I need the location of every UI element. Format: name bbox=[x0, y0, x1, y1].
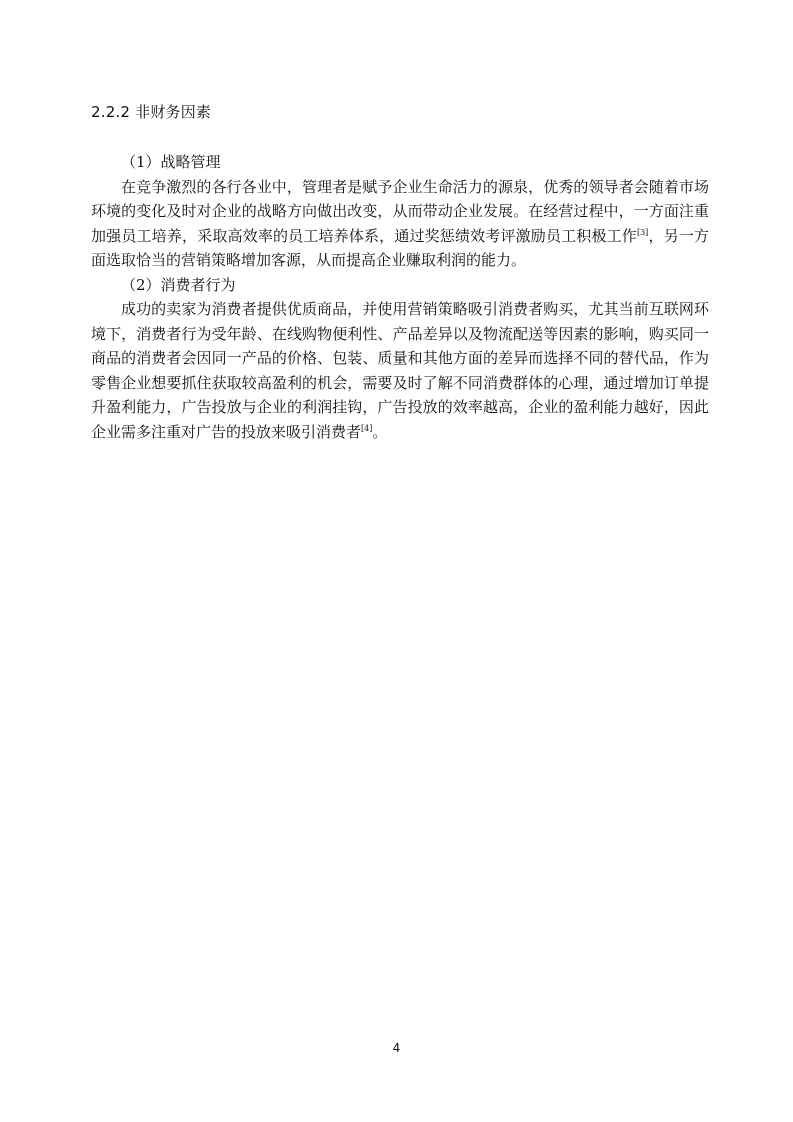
subsection-title-consumer: （2）消费者行为 bbox=[121, 275, 236, 294]
paragraph-consumer bbox=[91, 297, 709, 444]
subsection-title-strategy: （1）战略管理 bbox=[121, 153, 221, 171]
citation-ref: [4] bbox=[361, 423, 373, 433]
document-body bbox=[91, 150, 709, 444]
paragraph-text-continued: ，另一方面选取恰当的营销策略增加客源，从而提高企业赚取利润的能力。 bbox=[91, 226, 709, 269]
section-heading: 2.2.2 非财务因素 bbox=[91, 103, 212, 121]
paragraph-text-continued: 。 bbox=[372, 422, 388, 441]
paragraph-text: 成功的卖家为消费者提供优质商品，并使用营销策略吸引消费者购买，尤其当前互联网环境下，消费者行为受年龄、在线购物便利性、产品差异以及物流配送等因素的影响，购买同一商品的消费者会因同一产品的价格、包装、质量和其他方面的差异而选择不同的替代品，作为零售企业想要抓住获取较高盈利的机会，需要及时了解不同消费群体的心理，通过增加订单提升盈利能力，广告投放与企业的利润挂钩，广告投放的效率越高，企业的盈利能力越好，因此企业需多注重对广告的投放来吸引消费者 bbox=[91, 300, 709, 441]
paragraph-text: 在竞争激烈的各行各业中，管理者是赋予企业生命活力的源泉，优秀的领导者会随着市场环境的变化及时对企业的战略方向做出改变，从而带动企业发展。在经营过程中，一方面注重加强员工培养，采取高效率的员工培养体系，通过奖惩绩效考评激励员工积极工作 bbox=[91, 177, 709, 245]
paragraph-strategy bbox=[91, 175, 709, 273]
citation-ref: [3] bbox=[636, 227, 649, 237]
page-number: 4 bbox=[392, 1041, 401, 1055]
